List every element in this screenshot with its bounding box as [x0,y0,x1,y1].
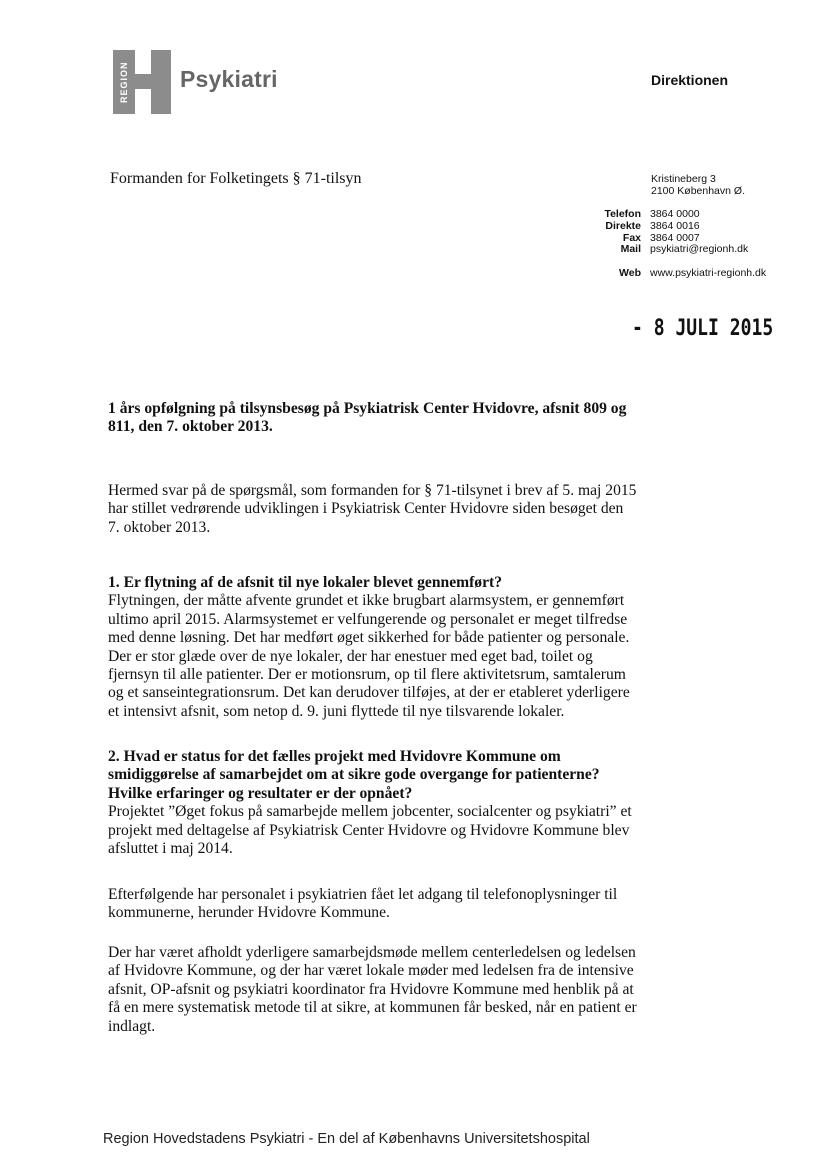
fax-label: Fax [622,231,641,244]
section-1 [108,574,638,721]
contact-row-mail [560,244,800,256]
section-2-paragraph-2: Efterfølgende har personalet i psykiatrien fået let adgang til telefonoplysninger til kommunerne, herunder Hvidovre Kommune. [108,886,618,922]
section-1-answer: Flytningen, der måtte afvente grundet et ikke brugbart alarmsystem, er gennemført ultimo april 2015. Alarmsystemet er velfungerende og personalet er meget tilfredse med denne løsning. Det har medført øget sikkerhed for både patienter og personale. Der er stor glæde over de nye lokaler, der har enestuer med eget bad, toilet og fjernsyn til alle patienter. Der er motionsrum, op til flere aktivitetsrum, samtalerum og et sanseintegrationsrum. Det kan derudover tilføjes, at der er etableret yderligere et intensivt afsnit, som netop d. 9. juni flyttede til nye tilsvarende lokaler. [108,592,630,720]
brand-name: Psykiatri [180,66,278,92]
page-footer: Region Hovedstadens Psykiatri - En del af Københavns Universitetshospital [103,1131,590,1147]
mail-value: psykiatri@regionh.dk [650,243,749,256]
section-1-question: 1. Er flytning af de afsnit til nye lokaler blevet gennemført? [108,574,503,591]
section-2-answer: Projektet ”Øget fokus på samarbejde mellem jobcenter, socialcenter og psykiatri” et projekt med deltagelse af Psykiatrisk Center Hvidovre og Hvidovre Kommune blev afsluttet i maj 2014. [108,803,632,858]
direkte-label: Direkte [605,219,641,232]
section-2-paragraph-3: Der har været afholdt yderligere samarbejdsmøde mellem centerledelsen og ledelsen af Hvidovre Kommune, og der har været lokale møder med ledelsen fra de intensive afsnit, OP-afsnit og psykiatri koordinator fra Hvidovre Kommune med henblik på at få en mere systematisk metode til at sikre, at kommunen får besked, når en patient er indlagt. [108,944,637,1035]
date-stamp: - 8 JULI 2015 [632,316,774,341]
fax-value: 3864 0007 [650,231,700,244]
intro-paragraph: Hermed svar på de spørgsmål, som formanden for § 71-tilsynet i brev af 5. maj 2015 har stillet vedrørende udviklingen i Psykiatrisk Center Hvidovre siden besøget den 7. oktober 2013. [108,482,637,536]
contact-row-direkte [560,221,800,233]
contact-block [560,209,800,280]
logo-text: REGION [119,61,129,103]
department-name: Direktionen [651,72,729,88]
subject-heading: 1 års opfølgning på tilsynsbesøg på Psykiatrisk Center Hvidovre, afsnit 809 og 811, den 7. oktober 2013. [108,400,627,436]
contact-row-web [560,268,800,280]
sender-address [651,173,745,197]
mail-label: Mail [620,243,641,256]
web-value: www.psykiatri-regionh.dk [650,267,767,280]
web-label: Web [619,267,641,280]
direkte-value: 3864 0016 [650,219,700,232]
address-city: 2100 København Ø. [651,185,745,197]
address-street: Kristineberg 3 [651,173,716,185]
telefon-value: 3864 0000 [650,208,700,220]
section-2-question: 2. Hvad er status for det fælles projekt med Hvidovre Kommune om smidiggørelse af samarbejdet om at sikre gode overgange for patienterne? Hvilke erfaringer og resultater er der opnået? [108,748,600,802]
section-2 [108,748,638,858]
telefon-label: Telefon [604,208,641,220]
recipient: Formanden for Folketingets § 71-tilsyn [110,170,362,187]
